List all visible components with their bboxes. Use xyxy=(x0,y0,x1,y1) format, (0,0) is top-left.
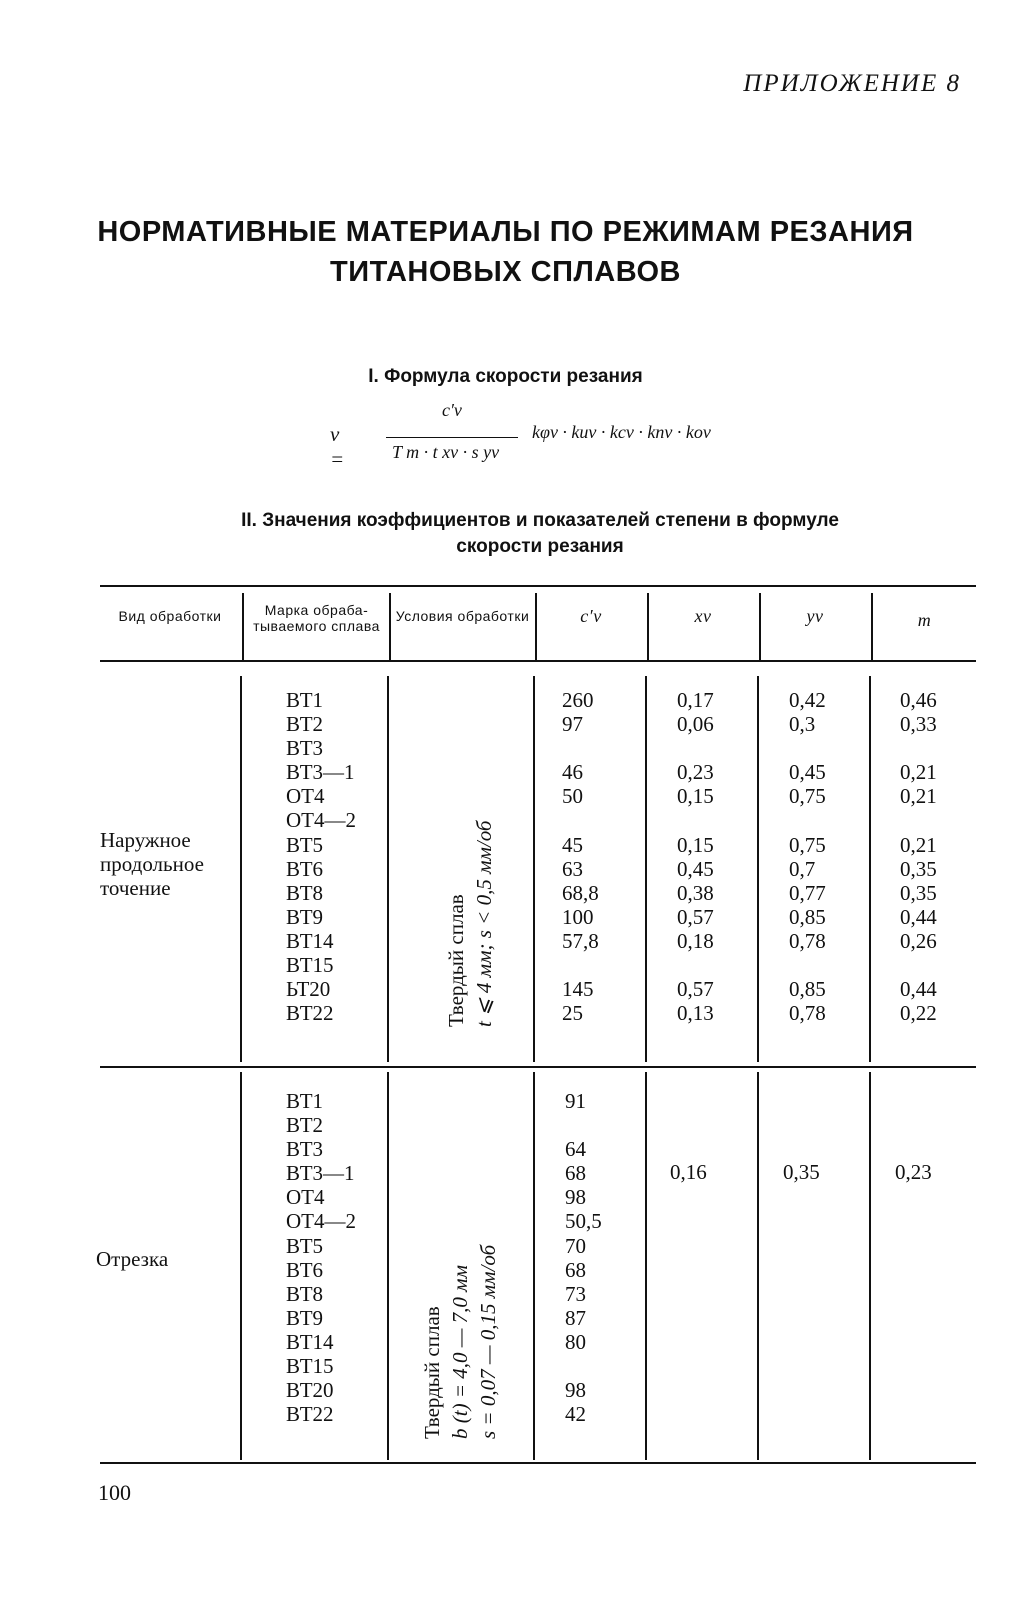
formula-factors: kφv · kuv · kcv · knv · kоv xyxy=(532,422,711,442)
header-divider-2 xyxy=(389,593,391,660)
header-grade: Марка обраба- тываемого сплава xyxy=(253,602,380,634)
g1-divider-2 xyxy=(387,676,389,1062)
page-title-line1: НОРМАТИВНЫЕ МАТЕРИАЛЫ ПО РЕЖИМАМ РЕЗАНИЯ xyxy=(97,216,914,248)
coefficients-heading xyxy=(170,508,910,560)
formula-lhs: v = xyxy=(330,422,345,471)
g2-condition-line2: b (t) = 4,0 — 7,0 мм xyxy=(448,1265,472,1439)
g2-divider-1 xyxy=(240,1072,242,1460)
header-divider-1 xyxy=(242,593,244,660)
g2-divider-4 xyxy=(645,1072,647,1460)
g1-type: Наружное продольное точение xyxy=(100,828,204,900)
g2-condition-line1: Твердый сплав xyxy=(420,1306,444,1439)
page-title-line2: ТИТАНОВЫХ СПЛАВОВ xyxy=(330,256,681,288)
g2-condition-line3: s = 0,07 — 0,15 мм/об xyxy=(476,1244,500,1439)
g2-xv-value: 0,16 xyxy=(670,1160,707,1184)
table-bottom-rule xyxy=(100,1462,976,1464)
formula-numerator: c′v xyxy=(442,400,462,420)
g1-divider-4 xyxy=(645,676,647,1062)
g1-divider-3 xyxy=(533,676,535,1062)
g1-cv-values: 260 97 46 50 45 63 68,8 100 57,8 145 25 xyxy=(562,688,599,1026)
header-conditions: Условия обработки xyxy=(395,608,530,624)
g2-m-value: 0,23 xyxy=(895,1160,932,1184)
header-yv: yv xyxy=(806,606,824,626)
g1-xv-values: 0,17 0,06 0,23 0,15 0,15 0,45 0,38 0,57 0,18 0,57 0,13 xyxy=(677,688,714,1026)
g1-condition-line1: Твердый сплав xyxy=(444,894,468,1027)
header-m: m xyxy=(917,610,932,630)
header-cv: c′v xyxy=(580,606,602,626)
page-title xyxy=(0,212,1011,292)
header-divider-4 xyxy=(647,593,649,660)
g2-divider-5 xyxy=(757,1072,759,1460)
header-xv: xv xyxy=(694,606,712,626)
g2-cv-values: 91 64 68 98 50,5 70 68 73 87 80 98 42 xyxy=(565,1089,602,1427)
coefficients-heading-line1: II. Значения коэффициентов и показателей степени в формуле xyxy=(241,510,839,531)
fraction-bar xyxy=(386,437,518,438)
header-divider-3 xyxy=(535,593,537,660)
page-number: 100 xyxy=(98,1480,131,1505)
g1-grades: ВТ1 ВТ2 ВТ3 ВТ3—1 ОТ4 ОТ4—2 ВТ5 ВТ6 ВТ8 ВТ9 ВТ14 ВТ15 ЬТ20 ВТ22 xyxy=(286,688,356,1026)
g2-type: Отрезка xyxy=(96,1247,169,1271)
g1-condition-line2: t ⩽ 4 мм; s < 0,5 мм/об xyxy=(472,820,496,1027)
g1-conditions xyxy=(442,707,498,1027)
g2-grades: ВТ1 ВТ2 ВТ3 ВТ3—1 ОТ4 ОТ4—2 ВТ5 ВТ6 ВТ8 ВТ9 ВТ14 ВТ15 ВТ20 ВТ22 xyxy=(286,1089,356,1427)
coefficients-heading-line2: скорости резания xyxy=(456,536,624,557)
g2-conditions xyxy=(418,1109,502,1439)
header-divider-5 xyxy=(759,593,761,660)
g2-yv-value: 0,35 xyxy=(783,1160,820,1184)
g2-divider-2 xyxy=(387,1072,389,1460)
formula-denominator: T m · t xv · s yv xyxy=(392,442,500,462)
formula-heading: I. Формула скорости резания xyxy=(368,366,643,387)
g1-divider-1 xyxy=(240,676,242,1062)
header-type: Вид обработки xyxy=(118,608,222,624)
g1-divider-5 xyxy=(757,676,759,1062)
group-separator-rule xyxy=(100,1066,976,1068)
g1-yv-values: 0,42 0,3 0,45 0,75 0,75 0,7 0,77 0,85 0,78 0,85 0,78 xyxy=(789,688,826,1026)
g1-m-values: 0,46 0,33 0,21 0,21 0,21 0,35 0,35 0,44 0,26 0,44 0,22 xyxy=(900,688,937,1026)
g1-divider-6 xyxy=(869,676,871,1062)
table-top-rule xyxy=(100,585,976,587)
g2-divider-3 xyxy=(533,1072,535,1460)
appendix-label: ПРИЛОЖЕНИЕ 8 xyxy=(743,70,961,97)
header-bottom-rule xyxy=(100,660,976,662)
g2-divider-6 xyxy=(869,1072,871,1460)
